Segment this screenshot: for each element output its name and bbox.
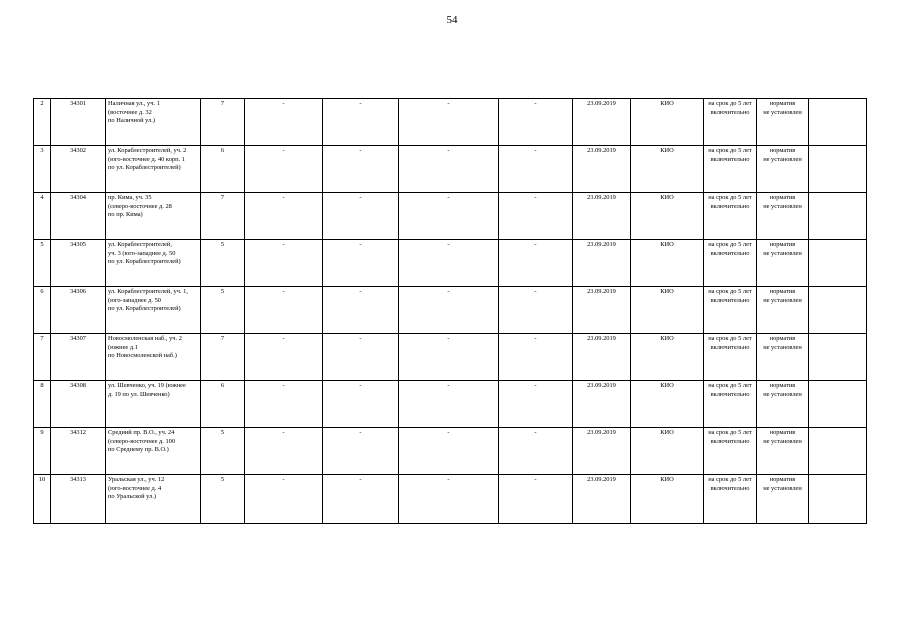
norm-cell: норматив не установлен [757, 428, 809, 475]
row-number-cell: 7 [34, 334, 51, 381]
empty-cell [809, 240, 867, 287]
object-id-cell: 34312 [51, 428, 106, 475]
norm-cell: норматив не установлен [757, 193, 809, 240]
value-cell: 5 [201, 475, 245, 524]
object-id-cell: 34302 [51, 146, 106, 193]
date-cell: 23.09.2019 [573, 381, 631, 428]
dash-cell: - [399, 146, 499, 193]
dash-cell: - [245, 99, 323, 146]
date-cell: 23.09.2019 [573, 240, 631, 287]
address-cell: ул. Шевченко, уч. 19 (южнее д. 19 по ул. Шевченко) [106, 381, 201, 428]
table-row [34, 428, 867, 475]
term-cell: на срок до 5 лет включительно [704, 428, 757, 475]
dash-cell: - [323, 334, 399, 381]
dash-cell: - [245, 146, 323, 193]
term-cell: на срок до 5 лет включительно [704, 334, 757, 381]
term-cell: на срок до 5 лет включительно [704, 146, 757, 193]
page-number: 54 [446, 14, 458, 26]
row-number-cell: 4 [34, 193, 51, 240]
organization-cell: КИО [631, 240, 704, 287]
norm-cell: норматив не установлен [757, 334, 809, 381]
document-table [33, 98, 867, 524]
object-id-cell: 34313 [51, 475, 106, 524]
row-number-cell: 8 [34, 381, 51, 428]
address-cell: ул. Кораблестроителей, уч. 3 (юго-западнее д. 50 по ул. Кораблестроителей) [106, 240, 201, 287]
norm-cell: норматив не установлен [757, 287, 809, 334]
address-cell: Уральская ул., уч. 12 (юго-восточнее д. 4 по Уральской ул.) [106, 475, 201, 524]
value-cell: 7 [201, 334, 245, 381]
table-row [34, 146, 867, 193]
dash-cell: - [245, 193, 323, 240]
empty-cell [809, 146, 867, 193]
empty-cell [809, 428, 867, 475]
organization-cell: КИО [631, 334, 704, 381]
dash-cell: - [323, 193, 399, 240]
term-cell: на срок до 5 лет включительно [704, 475, 757, 524]
address-cell: Новосмоленская наб., уч. 2 (южнее д.1 по Новосмоленской наб.) [106, 334, 201, 381]
object-id-cell: 34307 [51, 334, 106, 381]
table-row [34, 99, 867, 146]
organization-cell: КИО [631, 287, 704, 334]
dash-cell: - [323, 475, 399, 524]
organization-cell: КИО [631, 146, 704, 193]
organization-cell: КИО [631, 193, 704, 240]
dash-cell: - [245, 287, 323, 334]
dash-cell: - [399, 428, 499, 475]
row-number-cell: 10 [34, 475, 51, 524]
row-number-cell: 6 [34, 287, 51, 334]
term-cell: на срок до 5 лет включительно [704, 193, 757, 240]
object-id-cell: 34301 [51, 99, 106, 146]
dash-cell: - [323, 381, 399, 428]
dash-cell: - [499, 240, 573, 287]
address-cell: ул. Кораблестроителей, уч. 2 (юго-восточнее д. 40 корп. 1 по ул. Кораблестроителей) [106, 146, 201, 193]
value-cell: 6 [201, 146, 245, 193]
empty-cell [809, 287, 867, 334]
value-cell: 6 [201, 381, 245, 428]
row-number-cell: 9 [34, 428, 51, 475]
address-cell: ул. Кораблестроителей, уч. 1, (юго-западнее д. 50 по ул. Кораблестроителей) [106, 287, 201, 334]
empty-cell [809, 334, 867, 381]
date-cell: 23.09.2019 [573, 99, 631, 146]
value-cell: 7 [201, 193, 245, 240]
organization-cell: КИО [631, 475, 704, 524]
dash-cell: - [399, 334, 499, 381]
dash-cell: - [499, 193, 573, 240]
dash-cell: - [499, 334, 573, 381]
table-row [34, 240, 867, 287]
dash-cell: - [399, 287, 499, 334]
organization-cell: КИО [631, 428, 704, 475]
dash-cell: - [323, 428, 399, 475]
date-cell: 23.09.2019 [573, 287, 631, 334]
empty-cell [809, 99, 867, 146]
object-id-cell: 34308 [51, 381, 106, 428]
row-number-cell: 2 [34, 99, 51, 146]
dash-cell: - [323, 146, 399, 193]
dash-cell: - [499, 428, 573, 475]
table-row [34, 475, 867, 524]
dash-cell: - [245, 334, 323, 381]
norm-cell: норматив не установлен [757, 240, 809, 287]
dash-cell: - [499, 146, 573, 193]
value-cell: 5 [201, 240, 245, 287]
date-cell: 23.09.2019 [573, 428, 631, 475]
date-cell: 23.09.2019 [573, 146, 631, 193]
norm-cell: норматив не установлен [757, 475, 809, 524]
table-row [34, 334, 867, 381]
norm-cell: норматив не установлен [757, 146, 809, 193]
dash-cell: - [399, 99, 499, 146]
dash-cell: - [399, 381, 499, 428]
empty-cell [809, 475, 867, 524]
table-row [34, 193, 867, 240]
empty-cell [809, 381, 867, 428]
dash-cell: - [499, 475, 573, 524]
address-cell: пр. Кима, уч. 35 (северо-восточнее д. 28 по пр. Кима) [106, 193, 201, 240]
date-cell: 23.09.2019 [573, 193, 631, 240]
dash-cell: - [245, 428, 323, 475]
term-cell: на срок до 5 лет включительно [704, 99, 757, 146]
term-cell: на срок до 5 лет включительно [704, 240, 757, 287]
row-number-cell: 5 [34, 240, 51, 287]
norm-cell: норматив не установлен [757, 381, 809, 428]
norm-cell: норматив не установлен [757, 99, 809, 146]
date-cell: 23.09.2019 [573, 475, 631, 524]
value-cell: 5 [201, 428, 245, 475]
dash-cell: - [245, 381, 323, 428]
table-row [34, 381, 867, 428]
empty-cell [809, 193, 867, 240]
dash-cell: - [245, 475, 323, 524]
term-cell: на срок до 5 лет включительно [704, 287, 757, 334]
dash-cell: - [499, 287, 573, 334]
row-number-cell: 3 [34, 146, 51, 193]
dash-cell: - [323, 240, 399, 287]
address-cell: Средний пр. В.О., уч. 24 (северо-восточнее д. 100 по Среднему пр. В.О.) [106, 428, 201, 475]
dash-cell: - [399, 240, 499, 287]
date-cell: 23.09.2019 [573, 334, 631, 381]
dash-cell: - [399, 193, 499, 240]
dash-cell: - [245, 240, 323, 287]
table-row [34, 287, 867, 334]
object-id-cell: 34304 [51, 193, 106, 240]
value-cell: 7 [201, 99, 245, 146]
organization-cell: КИО [631, 99, 704, 146]
address-cell: Наличная ул., уч. 1 (восточнее д. 32 по Наличной ул.) [106, 99, 201, 146]
dash-cell: - [499, 99, 573, 146]
term-cell: на срок до 5 лет включительно [704, 381, 757, 428]
object-id-cell: 34305 [51, 240, 106, 287]
dash-cell: - [323, 287, 399, 334]
dash-cell: - [399, 475, 499, 524]
value-cell: 5 [201, 287, 245, 334]
dash-cell: - [499, 381, 573, 428]
organization-cell: КИО [631, 381, 704, 428]
object-id-cell: 34306 [51, 287, 106, 334]
dash-cell: - [323, 99, 399, 146]
